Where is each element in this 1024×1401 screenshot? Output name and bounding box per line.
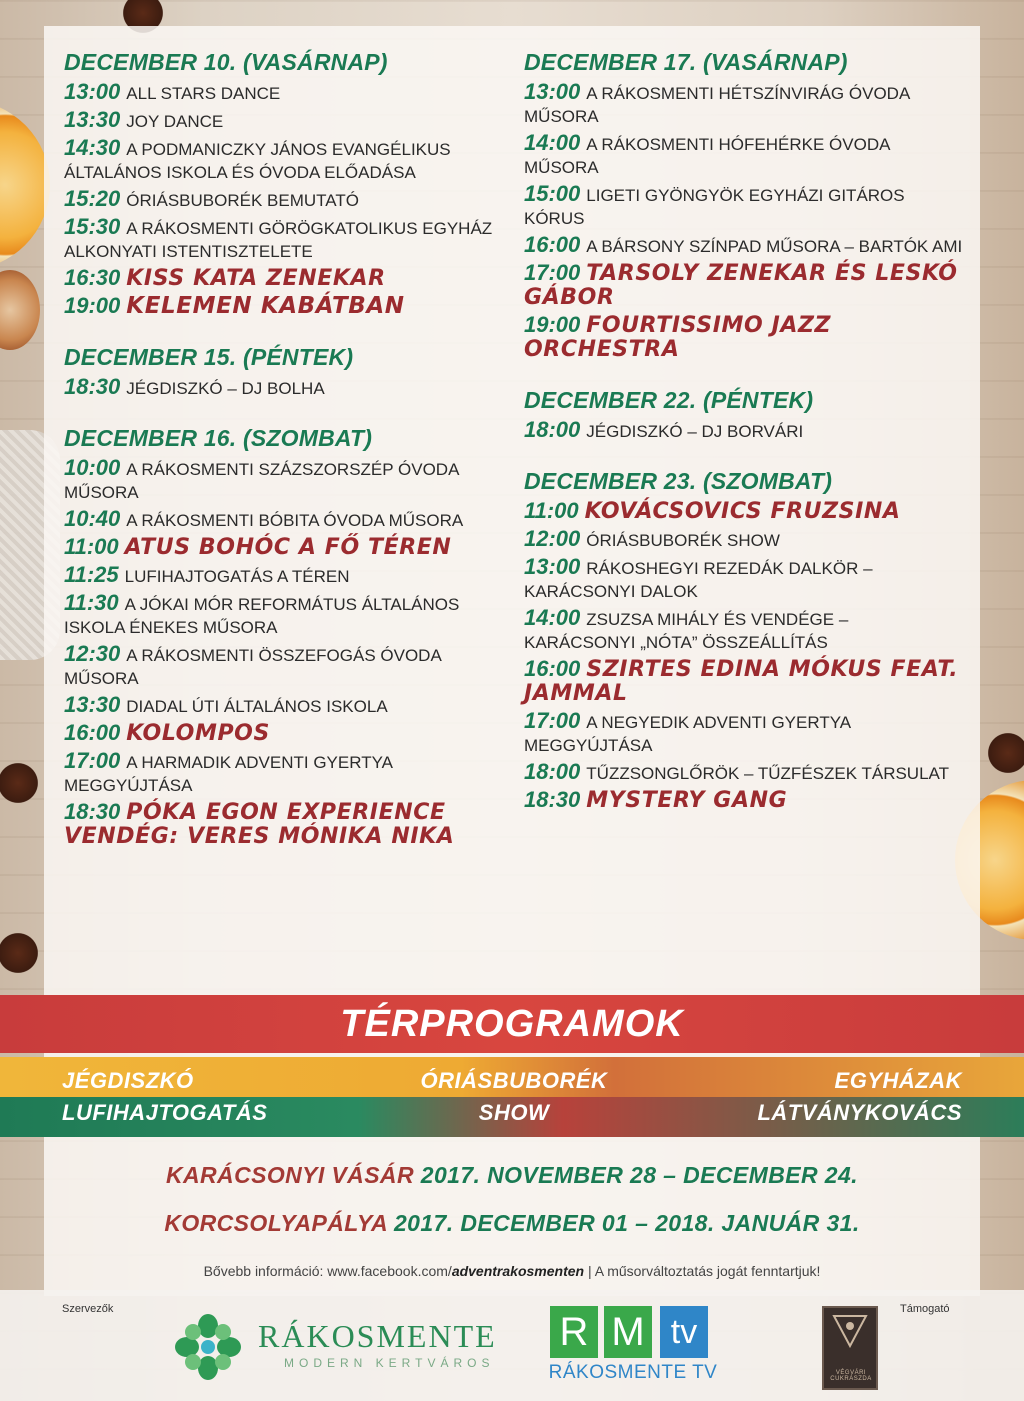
event-description: ALL STARS DANCE — [126, 84, 281, 103]
event-time: 11:00 — [524, 498, 579, 523]
event-time: 17:00 — [524, 708, 581, 733]
organizers-label: Szervezők — [62, 1303, 114, 1315]
event-item — [64, 456, 514, 504]
event-item — [64, 535, 514, 560]
event-description: A RÁKOSMENTI HÉTSZÍNVIRÁG ÓVODA MŰSORA — [524, 84, 910, 126]
event-item — [64, 108, 514, 133]
event-item — [524, 313, 964, 362]
event-item — [524, 233, 964, 258]
event-time: 13:00 — [524, 79, 581, 104]
event-time: 16:00 — [524, 232, 581, 257]
event-item — [64, 294, 514, 319]
performer-name: ATUS BOHÓC A FŐ TÉREN — [124, 535, 452, 560]
event-item — [64, 642, 514, 690]
rmtv-letters-tv: tv — [660, 1306, 708, 1358]
day-heading: DECEMBER 23. (SZOMBAT) — [524, 468, 833, 494]
star-anise-decoration — [0, 760, 41, 806]
event-item — [64, 693, 514, 718]
day-heading: DECEMBER 17. (VASÁRNAP) — [524, 49, 848, 75]
event-item — [524, 527, 964, 552]
event-description: A RÁKOSMENTI GÖRÖGKATOLIKUS EGYHÁZ ALKONYATI ISTENTISZTELETE — [64, 219, 493, 261]
event-description: A RÁKOSMENTI BÓBITA ÓVODA MŰSORA — [126, 511, 464, 530]
event-description: A RÁKOSMENTI ÖSSZEFOGÁS ÓVODA MŰSORA — [64, 646, 441, 688]
event-description: JÉGDISZKÓ – DJ BOLHA — [126, 379, 325, 398]
event-description: RÁKOSHEGYI REZEDÁK DALKÖR – KARÁCSONYI DALOK — [524, 559, 873, 601]
event-item — [64, 136, 514, 184]
event-time: 18:00 — [524, 417, 581, 442]
rakosmente-logo-text: RÁKOSMENTE — [258, 1318, 497, 1354]
event-item — [524, 760, 964, 785]
event-item — [64, 375, 514, 400]
rmtv-logo — [548, 1306, 718, 1388]
event-item — [524, 709, 964, 757]
event-item — [64, 591, 514, 639]
info-prefix: Bővebb információ: www.facebook.com/ — [203, 1263, 452, 1279]
event-time: 11:00 — [64, 534, 119, 559]
rmtv-letter-m: M — [604, 1306, 652, 1358]
sponsor-label: Támogató — [900, 1303, 950, 1315]
event-time: 13:30 — [64, 107, 121, 132]
event-description: A RÁKOSMENTI SZÁZSZORSZÉP ÓVODA MŰSORA — [64, 460, 459, 502]
event-item — [64, 507, 514, 532]
event-item — [524, 261, 964, 310]
performer-name: PÓKA EGON EXPERIENCE VENDÉG: VERES MÓNIKA NIKA — [64, 800, 455, 849]
event-item — [524, 657, 964, 706]
left-schedule-column — [64, 48, 514, 852]
star-anise-decoration — [985, 730, 1024, 776]
program-center-bottom: SHOW — [478, 1100, 550, 1125]
performer-name: MYSTERY GANG — [586, 788, 788, 813]
event-time: 14:30 — [64, 135, 121, 160]
program-right-bottom: LÁTVÁNYKOVÁCS — [757, 1100, 962, 1125]
program-right-top: EGYHÁZAK — [834, 1068, 962, 1093]
programs-title: TÉRPROGRAMOK — [340, 1002, 684, 1045]
event-time: 14:00 — [524, 130, 581, 155]
performer-name: FOURTISSIMO JAZZ ORCHESTRA — [524, 313, 832, 362]
event-item — [524, 131, 964, 179]
event-time: 11:30 — [64, 590, 119, 615]
event-item — [64, 187, 514, 212]
program-left-bottom: LUFIHAJTOGATÁS — [62, 1100, 268, 1125]
info-line — [0, 1263, 1024, 1279]
market-label: KARÁCSONYI VÁSÁR — [166, 1162, 414, 1188]
day-heading: DECEMBER 15. (PÉNTEK) — [64, 344, 354, 370]
dried-orange-decoration — [0, 270, 40, 350]
event-time: 19:00 — [524, 312, 581, 337]
event-description: A RÁKOSMENTI HÓFEHÉRKE ÓVODA MŰSORA — [524, 135, 890, 177]
event-item — [524, 788, 964, 813]
event-time: 12:00 — [524, 526, 581, 551]
right-schedule-column — [524, 48, 964, 816]
event-item — [64, 80, 514, 105]
performer-name: KOLOMPOS — [126, 721, 270, 746]
event-item — [64, 749, 514, 797]
event-time: 11:25 — [64, 562, 119, 587]
event-description: LIGETI GYÖNGYÖK EGYHÁZI GITÁROS KÓRUS — [524, 186, 905, 228]
event-item — [64, 266, 514, 291]
event-time: 13:30 — [64, 692, 121, 717]
rink-dates: 2017. DECEMBER 01 – 2018. JANUÁR 31. — [393, 1210, 860, 1236]
star-anise-decoration — [0, 930, 41, 976]
facebook-link[interactable]: adventrakosmenten — [451, 1263, 585, 1279]
event-description: ÓRIÁSBUBORÉK SHOW — [586, 531, 780, 550]
event-description: A PODMANICZKY JÁNOS EVANGÉLIKUS ÁLTALÁNOS ISKOLA ÉS ÓVODA ELŐADÁSA — [64, 140, 451, 182]
event-time: 16:30 — [64, 265, 121, 290]
event-description: A JÓKAI MÓR REFORMÁTUS ÁLTALÁNOS ISKOLA ÉNEKES MŰSORA — [64, 595, 460, 637]
crest-icon — [824, 1308, 876, 1358]
program-left-top: JÉGDISZKÓ — [62, 1068, 194, 1093]
event-time: 16:00 — [64, 720, 121, 745]
event-item — [524, 606, 964, 654]
event-item — [524, 418, 964, 443]
day-heading: DECEMBER 16. (SZOMBAT) — [64, 425, 373, 451]
performer-name: SZIRTES EDINA MÓKUS FEAT. JAMMAL — [524, 657, 959, 706]
performer-name: KISS KATA ZENEKAR — [126, 266, 386, 291]
event-time: 14:00 — [524, 605, 581, 630]
orange-slice-decoration — [0, 100, 50, 270]
ice-rink-dates — [0, 1210, 1024, 1237]
rakosmente-flower-logo-icon — [173, 1312, 243, 1382]
event-time: 18:30 — [64, 374, 121, 399]
event-description: JÉGDISZKÓ – DJ BORVÁRI — [586, 422, 804, 441]
event-time: 12:30 — [64, 641, 121, 666]
event-time: 17:00 — [64, 748, 121, 773]
sponsor-logo-text: VÉGVÁRI CUKRÁSZDA — [830, 1370, 872, 1382]
vegvari-sponsor-logo — [822, 1306, 878, 1390]
christmas-market-dates — [0, 1162, 1024, 1189]
event-time: 15:20 — [64, 186, 121, 211]
event-time: 15:00 — [524, 181, 581, 206]
event-item — [64, 800, 514, 849]
event-item — [64, 215, 514, 263]
event-item — [64, 721, 514, 746]
program-center-top: ÓRIÁSBUBORÉK — [420, 1068, 608, 1093]
event-time: 17:00 — [524, 260, 581, 285]
event-description: ÓRIÁSBUBORÉK BEMUTATÓ — [126, 191, 359, 210]
event-time: 16:00 — [524, 656, 581, 681]
event-description: TŰZZSONGLŐRÖK – TŰZFÉSZEK TÁRSULAT — [586, 764, 950, 783]
day-heading: DECEMBER 10. (VASÁRNAP) — [64, 49, 388, 75]
event-time: 10:00 — [64, 455, 121, 480]
event-description: A BÁRSONY SZÍNPAD MŰSORA – BARTÓK AMI — [586, 237, 963, 256]
rmtv-letter-r: R — [550, 1306, 598, 1358]
event-item — [524, 555, 964, 603]
day-heading: DECEMBER 22. (PÉNTEK) — [524, 387, 814, 413]
event-item — [64, 563, 514, 588]
info-suffix: | A műsorváltoztatás jogát fenntartjuk! — [584, 1263, 821, 1279]
event-description: DIADAL ÚTI ÁLTALÁNOS ISKOLA — [126, 697, 388, 716]
event-time: 18:30 — [524, 787, 581, 812]
performer-name: KOVÁCSOVICS FRUZSINA — [584, 499, 901, 524]
event-time: 18:30 — [64, 799, 121, 824]
event-time: 13:00 — [524, 554, 581, 579]
event-description: A HARMADIK ADVENTI GYERTYA MEGGYÚJTÁSA — [64, 753, 393, 795]
event-description: ZSUZSA MIHÁLY ÉS VENDÉGE – KARÁCSONYI „NÓTA” ÖSSZEÁLLÍTÁS — [524, 610, 849, 652]
programs-banner — [0, 995, 1024, 1053]
event-item — [524, 80, 964, 128]
event-description: LUFIHAJTOGATÁS A TÉREN — [124, 567, 350, 586]
event-description: JOY DANCE — [126, 112, 224, 131]
market-dates: 2017. NOVEMBER 28 – DECEMBER 24. — [420, 1162, 858, 1188]
event-time: 18:00 — [524, 759, 581, 784]
event-description: A NEGYEDIK ADVENTI GYERTYA MEGGYÚJTÁSA — [524, 713, 851, 755]
event-item — [524, 499, 964, 524]
performer-name: KELEMEN KABÁTBAN — [126, 293, 405, 319]
event-time: 15:30 — [64, 214, 121, 239]
event-item — [524, 182, 964, 230]
rink-label: KORCSOLYAPÁLYA — [164, 1210, 388, 1236]
rmtv-subtitle: RÁKOSMENTE TV — [548, 1362, 718, 1383]
event-time: 19:00 — [64, 293, 121, 318]
rakosmente-logo-subtitle: MODERN KERTVÁROS — [284, 1356, 495, 1370]
event-time: 13:00 — [64, 79, 121, 104]
event-time: 10:40 — [64, 506, 121, 531]
performer-name: TARSOLY ZENEKAR ÉS LESKÓ GÁBOR — [524, 261, 958, 310]
